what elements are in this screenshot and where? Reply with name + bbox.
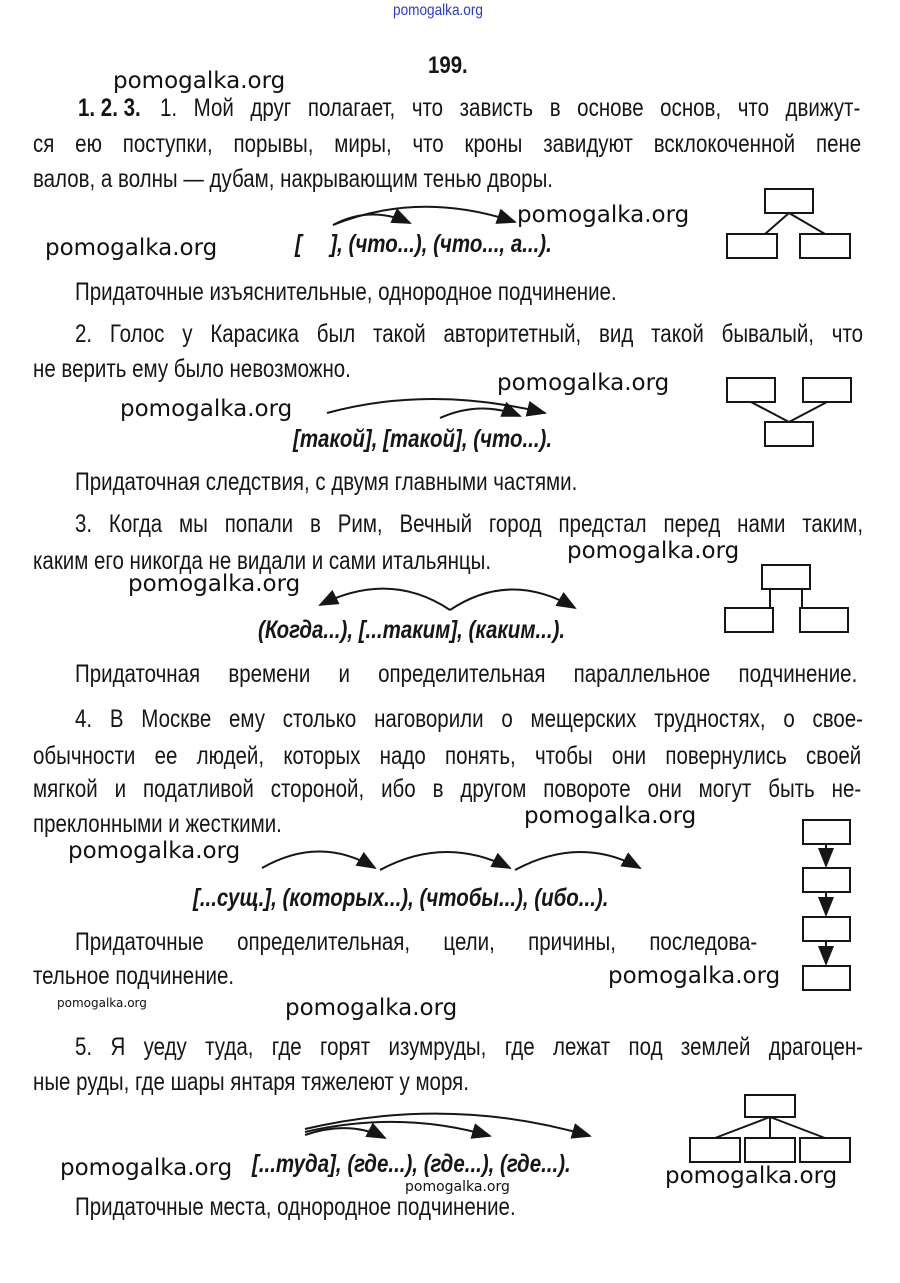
sentence-line: 4. В Москве ему столько наговорили о мещерских трудностях, о свое- xyxy=(75,705,864,733)
sentence-line: ные руды, где шары янтаря тяжелеют у моря. xyxy=(33,1068,469,1096)
sentence-line: мягкой и податливой стороной, ибо в другом повороте они могут быть не- xyxy=(33,775,862,803)
sentence-line: валов, а волны — дубам, накрывающим тенью дворы. xyxy=(33,165,554,193)
tree-diagram-3 xyxy=(725,565,848,632)
dependency-arrow xyxy=(320,589,450,610)
watermark: pomogalka.org xyxy=(45,235,218,261)
conclusion: Придаточные определительная, цели, причины, последова- xyxy=(75,928,758,956)
watermark-top: pomogalka.org xyxy=(393,2,483,19)
sentence-line: каким его никогда не видали и сами итальянцы. xyxy=(33,547,492,575)
sentence-line: не верить ему было невозможно. xyxy=(33,355,351,383)
sentence-line: преклонными и жесткими. xyxy=(33,810,282,838)
conclusion: Придаточная следствия, с двумя главными частями. xyxy=(75,468,578,496)
tree-diagram-5 xyxy=(690,1095,850,1162)
sentence-scheme: [такой], [такой], (что...). xyxy=(293,425,553,453)
dependency-arrow xyxy=(333,207,515,225)
sentence-line: ся ею поступки, порывы, миры, что кроны завидуют всклокоченной пене xyxy=(33,130,862,158)
dependency-arrow xyxy=(327,399,545,413)
dependency-arrow xyxy=(380,852,510,870)
watermark: pomogalka.org xyxy=(113,68,286,94)
dependency-arrow xyxy=(262,852,375,869)
sentence-scheme: [...туда], (где...), (где...), (где...). xyxy=(252,1150,571,1178)
conclusion: Придаточные места, однородное подчинение. xyxy=(75,1193,516,1221)
sentence-scheme: [...сущ.], (которых...), (чтобы...), (ибо...). xyxy=(193,884,609,912)
watermark: pomogalka.org xyxy=(567,538,740,564)
sentence-scheme: [ ], (что...), (что..., а...). xyxy=(295,230,552,258)
sentence-line: 2. Голос у Карасика был такой авторитетный, вид такой бывалый, что xyxy=(75,320,864,348)
sentence-line: 1. Мой друг полагает, что зависть в основе основ, что движут- xyxy=(160,94,861,122)
tree-diagram-2 xyxy=(727,378,851,446)
dependency-arrow xyxy=(440,408,520,418)
sentence-scheme: (Когда...), [...таким], (каким...). xyxy=(258,616,566,644)
sentence-line: 5. Я уеду туда, где горят изумруды, где лежат под землей драгоцен- xyxy=(75,1033,864,1061)
watermark: pomogalka.org xyxy=(68,838,241,864)
watermark: pomogalka.org xyxy=(497,370,670,396)
watermark: pomogalka.org xyxy=(517,202,690,228)
conclusion: Придаточная времени и определительная параллельное подчинение. xyxy=(75,660,858,688)
chain-diagram-4 xyxy=(803,820,850,990)
watermark: pomogalka.org xyxy=(60,1155,233,1181)
sentence-line: обычности ее людей, которых надо понять, чтобы они повернулись своей xyxy=(33,742,862,770)
conclusion: Придаточные изъяснительные, однородное подчинение. xyxy=(75,278,617,306)
dependency-arrow xyxy=(450,589,575,610)
watermark: pomogalka.org xyxy=(608,963,781,989)
sentence-line: 3. Когда мы попали в Рим, Вечный город предстал перед нами таким, xyxy=(75,510,864,538)
conclusion: тельное подчинение. xyxy=(33,962,235,990)
watermark: pomogalka.org xyxy=(120,396,293,422)
watermark: pomogalka.org xyxy=(285,995,458,1021)
tasks-label: 1. 2. 3. xyxy=(78,94,141,122)
watermark: pomogalka.org xyxy=(128,571,301,597)
dependency-arrow xyxy=(515,852,640,870)
watermark-small: pomogalka.org xyxy=(57,996,147,1010)
watermark: pomogalka.org xyxy=(665,1163,838,1189)
watermark-small: pomogalka.org xyxy=(405,1179,510,1195)
tree-diagram-1 xyxy=(727,189,850,258)
exercise-number: 199. xyxy=(428,52,468,79)
watermark: pomogalka.org xyxy=(524,803,697,829)
